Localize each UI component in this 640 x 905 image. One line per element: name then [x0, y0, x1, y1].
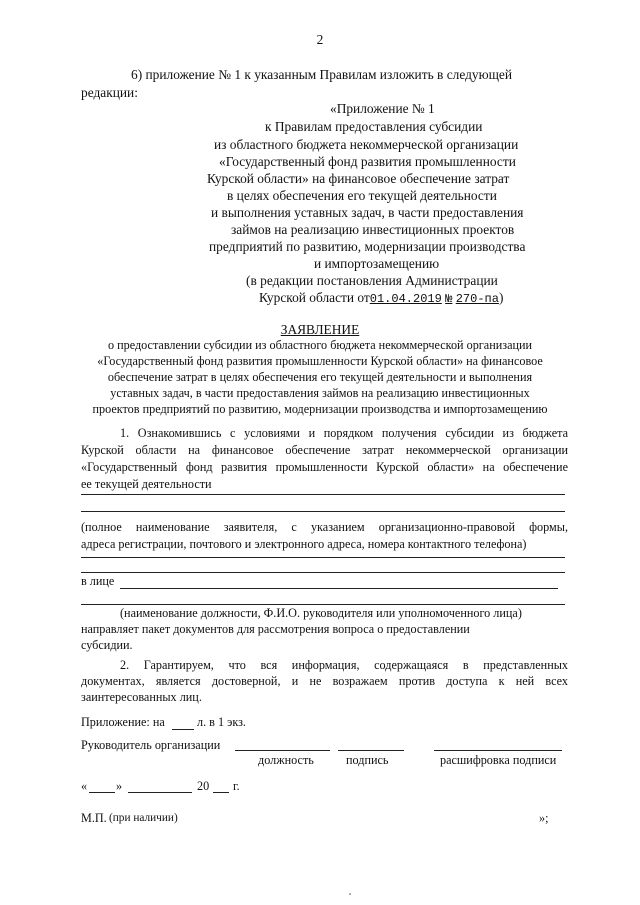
signature-label: Руководитель организации — [81, 738, 221, 752]
para1-line: «Государственный фонд развития промышленности Курской области» на обеспечение — [81, 460, 568, 474]
caption-line: (полное наименование заявителя, с указанием организационно-правовой формы, — [81, 520, 568, 534]
appendix-line: к Правилам предоставления субсидии — [265, 119, 483, 134]
date-open-quote: « — [81, 779, 88, 793]
appendix-line: и выполнения уставных задач, в части предоставления — [211, 205, 524, 220]
para1-line: Курской области на финансовое обеспечение затрат некоммерческой организации — [81, 443, 568, 457]
subtitle-line: проектов предприятий по развитию, модернизации производства и импортозамещению — [92, 402, 548, 416]
sends-line-2: субсидии. — [81, 638, 133, 652]
subtitle-line: обеспечение затрат в целях обеспечения его текущей деятельности и выполнения — [107, 370, 533, 384]
date-day-field[interactable] — [89, 792, 115, 793]
subtitle-line: уставных задач, в части предоставления займов на реализацию инвестиционных — [110, 386, 530, 400]
applicant-details-line[interactable] — [81, 572, 565, 573]
stamp-label: М.П. — [81, 811, 107, 825]
signature-decode-caption: расшифровка подписи — [440, 753, 557, 767]
attachment-prefix: Приложение: на — [81, 715, 165, 729]
para2-line: заинтересованных лиц. — [81, 690, 202, 704]
intro-line-1: 6) приложение № 1 к указанным Правилам изложить в следующей — [131, 67, 513, 82]
stamp-end: »; — [539, 811, 549, 825]
decree-number-sign: № — [445, 292, 453, 306]
stamp-note: (при наличии) — [109, 812, 178, 824]
date-year-prefix: 20 — [197, 779, 210, 793]
sends-line-1: направляет пакет документов для рассмотрения вопроса о предоставлении — [81, 622, 470, 636]
appendix-line: из областного бюджета некоммерческой организации — [214, 137, 519, 152]
date-month-field[interactable] — [128, 792, 192, 793]
appendix-line: и импортозамещению — [314, 256, 440, 271]
appendix-decree-line — [259, 290, 503, 306]
appendix-line: займов на реализацию инвестиционных проектов — [231, 222, 515, 237]
date-year-suffix: г. — [233, 779, 240, 793]
intro-line-2: редакции: — [81, 85, 138, 100]
appendix-line: предприятий по развитию, модернизации производства — [209, 239, 526, 254]
date-close-quote: » — [116, 779, 123, 793]
para2-line: документах, является достоверной, и не возражаем против доступа к ней всех — [81, 674, 568, 688]
statement-title: ЗАЯВЛЕНИЕ — [280, 322, 360, 337]
decree-date: 01.04.2019 — [369, 292, 442, 306]
representative-field[interactable] — [120, 588, 558, 589]
applicant-details-line[interactable] — [81, 557, 565, 558]
signature-position-field[interactable] — [235, 750, 330, 751]
subtitle-line: о предоставлении субсидии из областного бюджета некоммерческой организации — [107, 338, 533, 352]
appendix-line: Курской области» на финансовое обеспечение затрат — [207, 171, 510, 186]
signature-position-caption: должность — [258, 753, 314, 767]
position-caption: (наименование должности, Ф.И.О. руководителя или уполномоченного лица) — [120, 606, 522, 620]
applicant-name-line[interactable] — [81, 494, 565, 495]
scan-speck — [349, 893, 351, 895]
appendix-line: «Государственный фонд развития промышленности — [219, 154, 516, 169]
page-number: 2 — [316, 32, 324, 47]
appendix-line: «Приложение № 1 — [330, 101, 435, 116]
representative-line[interactable] — [81, 604, 565, 605]
appendix-line: в целях обеспечения его текущей деятельности — [227, 188, 497, 203]
in-person-label: в лице — [81, 574, 115, 588]
applicant-name-line[interactable] — [81, 511, 565, 512]
signature-decode-field[interactable] — [434, 750, 562, 751]
para1-line: ее текущей деятельности — [81, 477, 212, 491]
caption-line: адреса регистрации, почтового и электронного адреса, номера контактного телефона) — [81, 537, 527, 551]
decree-prefix: Курской области от — [259, 290, 370, 305]
decree-number: 270-па — [455, 292, 499, 306]
appendix-line: (в редакции постановления Администрации — [246, 273, 498, 288]
signature-sign-caption: подпись — [346, 753, 389, 767]
signature-sign-field[interactable] — [338, 750, 404, 751]
para2-line: 2. Гарантируем, что вся информация, содержащаяся в представленных — [120, 658, 568, 672]
date-year-field[interactable] — [213, 792, 229, 793]
attachment-pages-field[interactable] — [172, 729, 194, 730]
decree-closing: ) — [498, 290, 504, 305]
attachment-suffix: л. в 1 экз. — [197, 715, 246, 729]
subtitle-line: «Государственный фонд развития промышленности Курской области» на финансовое — [97, 354, 543, 368]
para1-line: 1. Ознакомившись с условиями и порядком получения субсидии из бюджета — [120, 426, 568, 440]
